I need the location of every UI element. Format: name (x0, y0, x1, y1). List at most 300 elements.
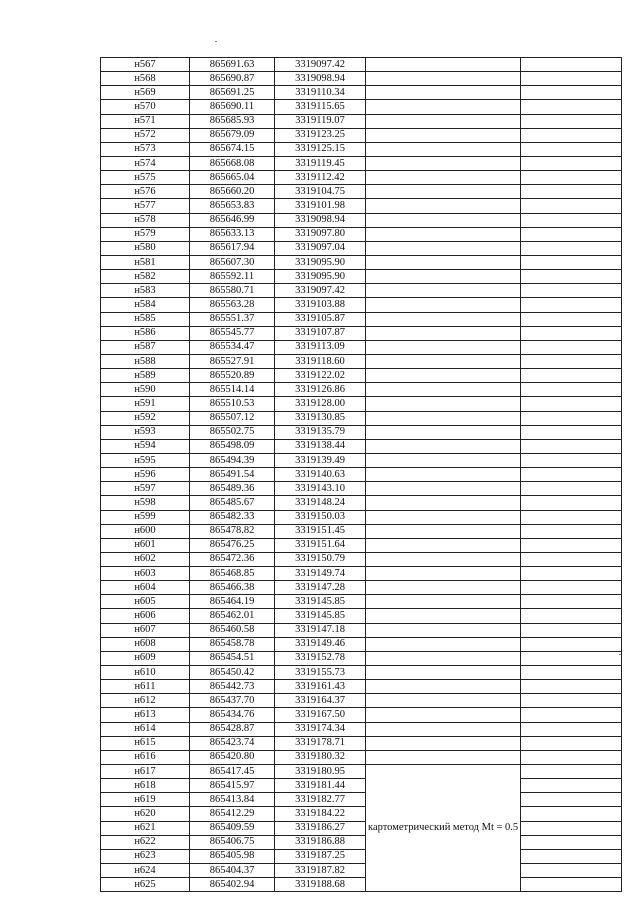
point-id-cell: н568 (101, 72, 190, 86)
x-coordinate-cell: 865434.76 (190, 708, 275, 722)
table-row (101, 340, 622, 354)
point-id-cell: н611 (101, 680, 190, 694)
table-row (101, 185, 622, 199)
method-cell (366, 439, 521, 453)
point-id-cell: н619 (101, 793, 190, 807)
x-coordinate-cell: 865691.63 (190, 58, 275, 72)
y-coordinate-cell: 3319126.86 (275, 383, 366, 397)
table-row (101, 453, 622, 467)
x-coordinate-cell: 865413.84 (190, 793, 275, 807)
x-coordinate-cell: 865464.19 (190, 595, 275, 609)
x-coordinate-cell: 865412.29 (190, 807, 275, 821)
accuracy-cell (521, 708, 622, 722)
accuracy-cell (521, 340, 622, 354)
accuracy-cell (521, 213, 622, 227)
y-coordinate-cell: 3319180.95 (275, 765, 366, 779)
y-coordinate-cell: 3319187.25 (275, 849, 366, 863)
accuracy-cell (521, 609, 622, 623)
accuracy-cell (521, 680, 622, 694)
table-row (101, 255, 622, 269)
x-coordinate-cell: 865633.13 (190, 227, 275, 241)
y-coordinate-cell: 3319138.44 (275, 439, 366, 453)
accuracy-cell (521, 255, 622, 269)
method-cell (366, 567, 521, 581)
point-id-cell: н624 (101, 864, 190, 878)
point-id-cell: н569 (101, 86, 190, 100)
y-coordinate-cell: 3319155.73 (275, 666, 366, 680)
table-row (101, 609, 622, 623)
method-cell (366, 623, 521, 637)
table-row (101, 354, 622, 368)
y-coordinate-cell: 3319128.00 (275, 397, 366, 411)
method-cell (366, 340, 521, 354)
point-id-cell: н625 (101, 878, 190, 892)
table-row (101, 213, 622, 227)
method-cell (366, 142, 521, 156)
point-id-cell: н592 (101, 411, 190, 425)
method-cell (366, 156, 521, 170)
accuracy-cell (521, 58, 622, 72)
accuracy-cell (521, 524, 622, 538)
y-coordinate-cell: 3319135.79 (275, 425, 366, 439)
y-coordinate-cell: 3319187.82 (275, 864, 366, 878)
table-row (101, 156, 622, 170)
method-cell (366, 538, 521, 552)
accuracy-cell (521, 736, 622, 750)
method-cell (366, 453, 521, 467)
table-row (101, 680, 622, 694)
y-coordinate-cell: 3319119.07 (275, 114, 366, 128)
point-id-cell: н614 (101, 722, 190, 736)
point-id-cell: н585 (101, 312, 190, 326)
method-cell (366, 510, 521, 524)
x-coordinate-cell: 865563.28 (190, 298, 275, 312)
table-row (101, 623, 622, 637)
point-id-cell: н583 (101, 284, 190, 298)
y-coordinate-cell: 3319178.71 (275, 736, 366, 750)
y-coordinate-cell: 3319125.15 (275, 142, 366, 156)
y-coordinate-cell: 3319101.98 (275, 199, 366, 213)
method-cell (366, 58, 521, 72)
point-id-cell: н591 (101, 397, 190, 411)
method-cell (366, 595, 521, 609)
x-coordinate-cell: 865653.83 (190, 199, 275, 213)
table-row (101, 411, 622, 425)
point-id-cell: н584 (101, 298, 190, 312)
accuracy-cell (521, 100, 622, 114)
x-coordinate-cell: 865415.97 (190, 779, 275, 793)
y-coordinate-cell: 3319097.80 (275, 227, 366, 241)
table-row (101, 779, 622, 793)
method-cell (366, 227, 521, 241)
y-coordinate-cell: 3319140.63 (275, 468, 366, 482)
accuracy-cell (521, 270, 622, 284)
accuracy-cell (521, 453, 622, 467)
accuracy-cell (521, 765, 622, 779)
y-coordinate-cell: 3319147.28 (275, 581, 366, 595)
method-cell (366, 128, 521, 142)
table-row (101, 468, 622, 482)
point-id-cell: н616 (101, 750, 190, 764)
table-row (101, 496, 622, 510)
y-coordinate-cell: 3319123.25 (275, 128, 366, 142)
point-id-cell: н582 (101, 270, 190, 284)
point-id-cell: н599 (101, 510, 190, 524)
x-coordinate-cell: 865685.93 (190, 114, 275, 128)
x-coordinate-cell: 865485.67 (190, 496, 275, 510)
method-cell (366, 411, 521, 425)
y-coordinate-cell: 3319095.90 (275, 270, 366, 284)
x-coordinate-cell: 865668.08 (190, 156, 275, 170)
y-coordinate-cell: 3319122.02 (275, 369, 366, 383)
table-row (101, 750, 622, 764)
x-coordinate-cell: 865607.30 (190, 255, 275, 269)
y-coordinate-cell: 3319130.85 (275, 411, 366, 425)
table-row (101, 637, 622, 651)
table-row (101, 835, 622, 849)
y-coordinate-cell: 3319151.64 (275, 538, 366, 552)
table-row (101, 369, 622, 383)
method-cell (366, 468, 521, 482)
accuracy-cell (521, 835, 622, 849)
method-cell (366, 185, 521, 199)
y-coordinate-cell: 3319097.42 (275, 284, 366, 298)
table-row (101, 807, 622, 821)
method-cell (366, 425, 521, 439)
accuracy-cell (521, 397, 622, 411)
method-cell (366, 72, 521, 86)
y-coordinate-cell: 3319113.09 (275, 340, 366, 354)
table-row (101, 793, 622, 807)
x-coordinate-cell: 865458.78 (190, 637, 275, 651)
method-cell (366, 369, 521, 383)
accuracy-cell (521, 439, 622, 453)
accuracy-cell (521, 567, 622, 581)
point-id-cell: н603 (101, 567, 190, 581)
accuracy-cell (521, 538, 622, 552)
table-row (101, 439, 622, 453)
accuracy-cell (521, 595, 622, 609)
accuracy-cell (521, 552, 622, 566)
x-coordinate-cell: 865527.91 (190, 354, 275, 368)
x-coordinate-cell: 865646.99 (190, 213, 275, 227)
x-coordinate-cell: 865498.09 (190, 439, 275, 453)
x-coordinate-cell: 865489.36 (190, 482, 275, 496)
accuracy-cell (521, 156, 622, 170)
x-coordinate-cell: 865510.53 (190, 397, 275, 411)
table-row (101, 326, 622, 340)
coordinates-table (100, 57, 622, 892)
accuracy-cell (521, 383, 622, 397)
y-coordinate-cell: 3319119.45 (275, 156, 366, 170)
x-coordinate-cell: 865404.37 (190, 864, 275, 878)
accuracy-cell (521, 468, 622, 482)
accuracy-cell (521, 779, 622, 793)
x-coordinate-cell: 865402.94 (190, 878, 275, 892)
x-coordinate-cell: 865460.58 (190, 623, 275, 637)
point-id-cell: н620 (101, 807, 190, 821)
accuracy-cell (521, 793, 622, 807)
point-id-cell: н572 (101, 128, 190, 142)
point-id-cell: н575 (101, 171, 190, 185)
y-coordinate-cell: 3319098.94 (275, 213, 366, 227)
accuracy-cell (521, 496, 622, 510)
table-row (101, 765, 622, 779)
y-coordinate-cell: 3319152.78 (275, 651, 366, 665)
point-id-cell: н586 (101, 326, 190, 340)
method-cell (366, 270, 521, 284)
accuracy-cell (521, 864, 622, 878)
method-note-cell (366, 765, 521, 892)
y-coordinate-cell: 3319149.74 (275, 567, 366, 581)
y-coordinate-cell: 3319188.68 (275, 878, 366, 892)
point-id-cell: н609 (101, 651, 190, 665)
point-id-cell: н596 (101, 468, 190, 482)
table-row (101, 552, 622, 566)
y-coordinate-cell: 3319150.79 (275, 552, 366, 566)
x-coordinate-cell: 865472.36 (190, 552, 275, 566)
x-coordinate-cell: 865406.75 (190, 835, 275, 849)
method-cell (366, 298, 521, 312)
table-row (101, 199, 622, 213)
x-coordinate-cell: 865545.77 (190, 326, 275, 340)
x-coordinate-cell: 865592.11 (190, 270, 275, 284)
x-coordinate-cell: 865520.89 (190, 369, 275, 383)
x-coordinate-cell: 865462.01 (190, 609, 275, 623)
x-coordinate-cell: 865507.12 (190, 411, 275, 425)
accuracy-cell (521, 185, 622, 199)
point-id-cell: н612 (101, 694, 190, 708)
y-coordinate-cell: 3319151.45 (275, 524, 366, 538)
x-coordinate-cell: 865491.54 (190, 468, 275, 482)
method-cell (366, 284, 521, 298)
method-cell (366, 255, 521, 269)
point-id-cell: н587 (101, 340, 190, 354)
method-cell (366, 750, 521, 764)
accuracy-cell (521, 241, 622, 255)
accuracy-cell (521, 750, 622, 764)
point-id-cell: н621 (101, 821, 190, 835)
accuracy-cell (521, 651, 622, 665)
point-id-cell: н623 (101, 849, 190, 863)
x-coordinate-cell: 865476.25 (190, 538, 275, 552)
table-row (101, 849, 622, 863)
point-id-cell: н570 (101, 100, 190, 114)
x-coordinate-cell: 865674.15 (190, 142, 275, 156)
point-id-cell: н597 (101, 482, 190, 496)
y-coordinate-cell: 3319161.43 (275, 680, 366, 694)
method-cell (366, 651, 521, 665)
method-cell (366, 496, 521, 510)
point-id-cell: н601 (101, 538, 190, 552)
y-coordinate-cell: 3319098.94 (275, 72, 366, 86)
point-id-cell: н618 (101, 779, 190, 793)
table-row (101, 86, 622, 100)
point-id-cell: н577 (101, 199, 190, 213)
y-coordinate-cell: 3319182.77 (275, 793, 366, 807)
table-row (101, 651, 622, 665)
point-id-cell: н606 (101, 609, 190, 623)
x-coordinate-cell: 865466.38 (190, 581, 275, 595)
y-coordinate-cell: 3319145.85 (275, 609, 366, 623)
x-coordinate-cell: 865428.87 (190, 722, 275, 736)
table-row (101, 510, 622, 524)
table-row (101, 270, 622, 284)
table-row (101, 736, 622, 750)
table-row (101, 722, 622, 736)
point-id-cell: н602 (101, 552, 190, 566)
y-coordinate-cell: 3319180.32 (275, 750, 366, 764)
x-coordinate-cell: 865482.33 (190, 510, 275, 524)
x-coordinate-cell: 865514.14 (190, 383, 275, 397)
table-row (101, 581, 622, 595)
method-cell (366, 666, 521, 680)
method-cell (366, 609, 521, 623)
accuracy-cell (521, 425, 622, 439)
method-cell (366, 680, 521, 694)
x-coordinate-cell: 865450.42 (190, 666, 275, 680)
point-id-cell: н595 (101, 453, 190, 467)
y-coordinate-cell: 3319112.42 (275, 171, 366, 185)
y-coordinate-cell: 3319118.60 (275, 354, 366, 368)
point-id-cell: н590 (101, 383, 190, 397)
table-row (101, 694, 622, 708)
accuracy-cell (521, 482, 622, 496)
method-cell (366, 171, 521, 185)
method-cell (366, 708, 521, 722)
point-id-cell: н613 (101, 708, 190, 722)
accuracy-cell (521, 666, 622, 680)
accuracy-cell (521, 722, 622, 736)
accuracy-cell (521, 821, 622, 835)
method-cell (366, 397, 521, 411)
accuracy-cell (521, 411, 622, 425)
accuracy-cell (521, 199, 622, 213)
x-coordinate-cell: 865409.59 (190, 821, 275, 835)
accuracy-cell (521, 623, 622, 637)
method-cell (366, 552, 521, 566)
table-row (101, 864, 622, 878)
table-row (101, 538, 622, 552)
accuracy-cell (521, 326, 622, 340)
table-row (101, 72, 622, 86)
y-coordinate-cell: 3319186.27 (275, 821, 366, 835)
point-id-cell: н610 (101, 666, 190, 680)
accuracy-cell (521, 114, 622, 128)
accuracy-cell (521, 312, 622, 326)
table-row (101, 383, 622, 397)
table-row (101, 878, 622, 892)
accuracy-cell (521, 72, 622, 86)
point-id-cell: н608 (101, 637, 190, 651)
x-coordinate-cell: 865551.37 (190, 312, 275, 326)
table-row (101, 298, 622, 312)
table-row (101, 171, 622, 185)
method-note-text: картометрический метод Mt = 0.5 (368, 822, 519, 834)
method-cell (366, 581, 521, 595)
table-row (101, 142, 622, 156)
y-coordinate-cell: 3319149.46 (275, 637, 366, 651)
y-coordinate-cell: 3319148.24 (275, 496, 366, 510)
y-coordinate-cell: 3319186.88 (275, 835, 366, 849)
method-cell (366, 326, 521, 340)
accuracy-cell (521, 637, 622, 651)
accuracy-cell (521, 878, 622, 892)
x-coordinate-cell: 865691.25 (190, 86, 275, 100)
x-coordinate-cell: 865534.47 (190, 340, 275, 354)
y-coordinate-cell: 3319110.34 (275, 86, 366, 100)
method-cell (366, 100, 521, 114)
y-coordinate-cell: 3319104.75 (275, 185, 366, 199)
point-id-cell: н593 (101, 425, 190, 439)
accuracy-cell (521, 694, 622, 708)
y-coordinate-cell: 3319103.88 (275, 298, 366, 312)
point-id-cell: н589 (101, 369, 190, 383)
point-id-cell: н567 (101, 58, 190, 72)
point-id-cell: н579 (101, 227, 190, 241)
accuracy-cell (521, 142, 622, 156)
x-coordinate-cell: 865454.51 (190, 651, 275, 665)
method-cell (366, 694, 521, 708)
method-cell (366, 383, 521, 397)
y-coordinate-cell: 3319097.04 (275, 241, 366, 255)
table-row (101, 397, 622, 411)
table-row (101, 595, 622, 609)
y-coordinate-cell: 3319147.18 (275, 623, 366, 637)
point-id-cell: н622 (101, 835, 190, 849)
table-row (101, 312, 622, 326)
point-id-cell: н615 (101, 736, 190, 750)
table-row (101, 58, 622, 72)
y-coordinate-cell: 3319164.37 (275, 694, 366, 708)
accuracy-cell (521, 171, 622, 185)
y-coordinate-cell: 3319107.87 (275, 326, 366, 340)
accuracy-cell (521, 86, 622, 100)
x-coordinate-cell: 865437.70 (190, 694, 275, 708)
table-row (101, 128, 622, 142)
x-coordinate-cell: 865617.94 (190, 241, 275, 255)
accuracy-cell (521, 369, 622, 383)
table-row (101, 708, 622, 722)
table-row (101, 524, 622, 538)
table-row (101, 114, 622, 128)
method-cell (366, 722, 521, 736)
table-row (101, 482, 622, 496)
x-coordinate-cell: 865690.87 (190, 72, 275, 86)
accuracy-cell (521, 354, 622, 368)
point-id-cell: н571 (101, 114, 190, 128)
point-id-cell: н604 (101, 581, 190, 595)
method-cell (366, 114, 521, 128)
method-cell (366, 524, 521, 538)
point-id-cell: н607 (101, 623, 190, 637)
table-row (101, 425, 622, 439)
x-coordinate-cell: 865417.45 (190, 765, 275, 779)
x-coordinate-cell: 865478.82 (190, 524, 275, 538)
y-coordinate-cell: 3319095.90 (275, 255, 366, 269)
x-coordinate-cell: 865679.09 (190, 128, 275, 142)
accuracy-cell (521, 510, 622, 524)
x-coordinate-cell: 865405.98 (190, 849, 275, 863)
x-coordinate-cell: 865660.20 (190, 185, 275, 199)
y-coordinate-cell: 3319097.42 (275, 58, 366, 72)
y-coordinate-cell: 3319143.10 (275, 482, 366, 496)
y-coordinate-cell: 3319145.85 (275, 595, 366, 609)
y-coordinate-cell: 3319150.03 (275, 510, 366, 524)
point-id-cell: н588 (101, 354, 190, 368)
accuracy-cell (521, 227, 622, 241)
y-coordinate-cell: 3319181.44 (275, 779, 366, 793)
